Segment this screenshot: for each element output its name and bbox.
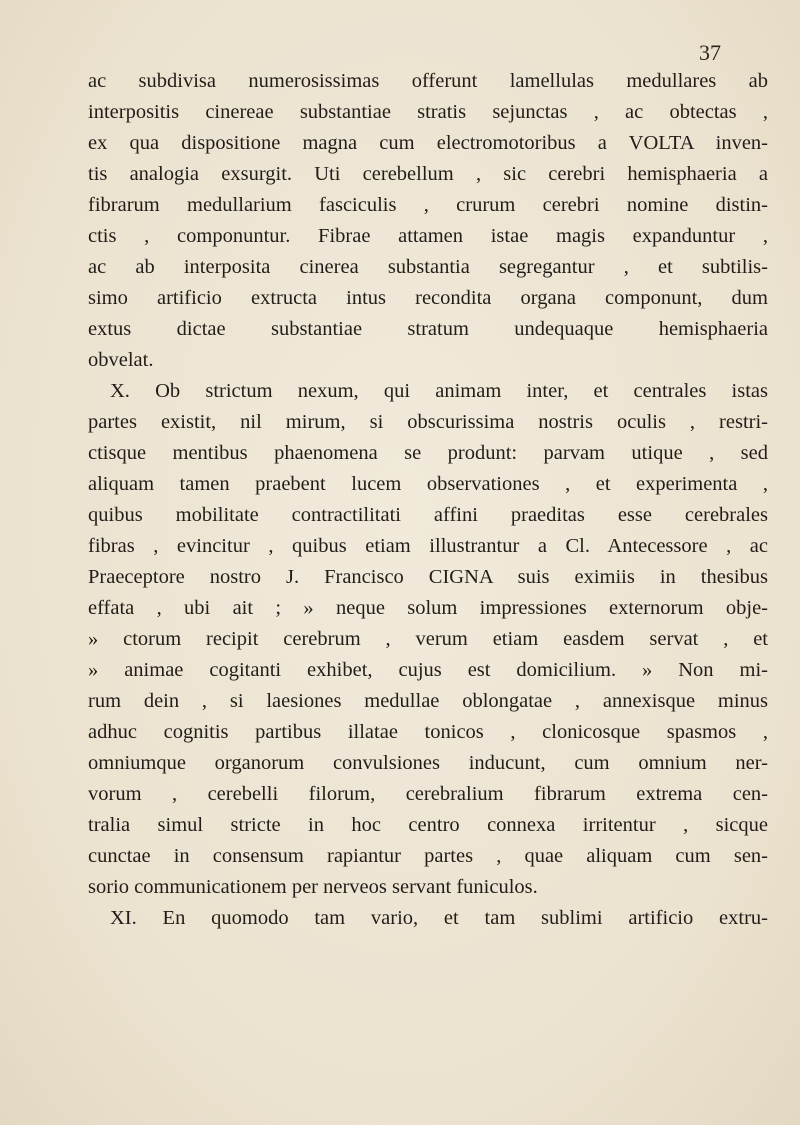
text-line: X. Ob strictum nexum, qui animam inter, et centrales istas xyxy=(110,380,768,402)
text-line: adhuc cognitis partibus illatae tonicos , clonicosque spasmos , xyxy=(88,721,768,743)
text-line: cunctae in consensum rapiantur partes , quae aliquam cum sen- xyxy=(88,845,768,867)
text-line: aliquam tamen praebent lucem observationes , et experimenta , xyxy=(88,473,768,495)
text-line: tis analogia exsurgit. Uti cerebellum , sic cerebri hemisphaeria a xyxy=(88,163,768,185)
text-line: rum dein , si laesiones medullae oblongatae , annexisque minus xyxy=(88,690,768,712)
text-line: ac ab interposita cinerea substantia segregantur , et subtilis- xyxy=(88,256,768,278)
text-line: extus dictae substantiae stratum undequaque hemisphaeria xyxy=(88,318,768,340)
text-line: » animae cogitanti exhibet, cujus est domicilium. » Non mi- xyxy=(88,659,768,681)
text-line: ex qua dispositione magna cum electromotoribus a VOLTA inven- xyxy=(88,132,768,154)
page-number: 37 xyxy=(699,40,721,65)
text-line: effata , ubi ait ; » neque solum impressiones externorum obje- xyxy=(88,597,768,619)
text-line: » ctorum recipit cerebrum , verum etiam easdem servat , et xyxy=(88,628,768,650)
text-line: omniumque organorum convulsiones inducunt, cum omnium ner- xyxy=(88,752,768,774)
text-line: ctis , componuntur. Fibrae attamen istae magis expanduntur , xyxy=(88,225,768,247)
text-line: XI. En quomodo tam vario, et tam sublimi artificio extru- xyxy=(110,907,768,929)
text-line: obvelat. xyxy=(88,349,154,371)
text-line: fibras , evincitur , quibus etiam illustrantur a Cl. Antecessore , ac xyxy=(88,535,768,557)
body-text xyxy=(88,66,768,934)
text-line: interpositis cinereae substantiae stratis sejunctas , ac obtectas , xyxy=(88,101,768,123)
text-line: vorum , cerebelli filorum, cerebralium fibrarum extrema cen- xyxy=(88,783,768,805)
text-line: ctisque mentibus phaenomena se produnt: parvam utique , sed xyxy=(88,442,768,464)
text-line: ac subdivisa numerosissimas offerunt lamellulas medullares ab xyxy=(88,70,768,92)
text-line: fibrarum medullarium fasciculis , crurum cerebri nomine distin- xyxy=(88,194,768,216)
text-line: sorio communicationem per nerveos servant funiculos. xyxy=(88,876,538,898)
text-line: tralia simul stricte in hoc centro connexa irritentur , sicque xyxy=(88,814,768,836)
text-line: quibus mobilitate contractilitati affini praeditas esse cerebrales xyxy=(88,504,768,526)
text-line: Praeceptore nostro J. Francisco CIGNA suis eximiis in thesibus xyxy=(88,566,768,588)
text-line: partes existit, nil mirum, si obscurissima nostris oculis , restri- xyxy=(88,411,768,433)
text-line: simo artificio extructa intus recondita organa componunt, dum xyxy=(88,287,768,309)
